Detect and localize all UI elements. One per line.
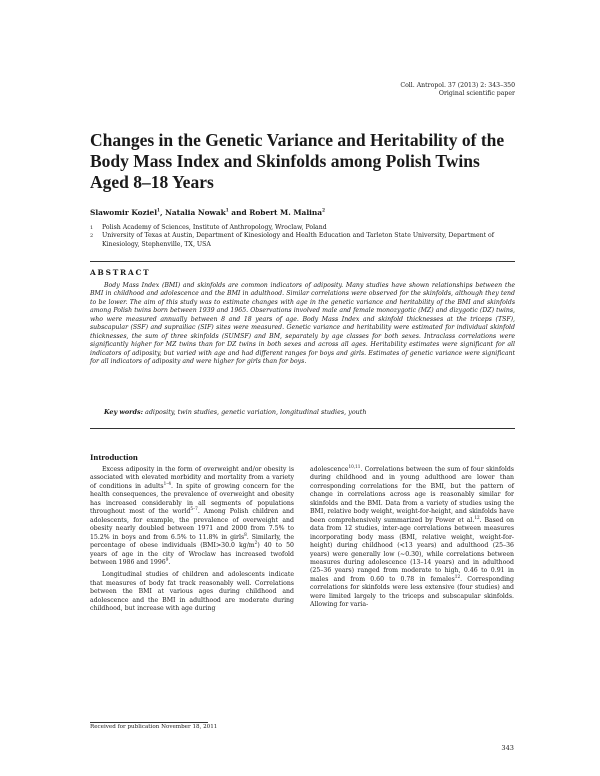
citation-ref: 10,11 xyxy=(348,463,361,469)
affiliation-item xyxy=(90,224,520,232)
author-separator: and xyxy=(228,208,250,217)
author-list xyxy=(90,208,325,217)
text-run: ) 40 to 50 years of age in the city of Wroclaw has increased twofold between 1986 and 1996 xyxy=(90,542,294,566)
abstract-heading: ABSTRACT xyxy=(90,268,151,277)
paragraph xyxy=(310,463,515,610)
paragraph xyxy=(90,466,294,567)
citation-ref: 9 xyxy=(165,556,169,562)
text-run: . Correlations between the sum of four skinfolds during childhood and in young adulthood are lower than corresponding correlations for the BMI, but the pattern of change in correlations across age is reasonably similar for skinfolds and the BMI. Data from a variety of studies using the BMI, relative body weight, weight-for-height, and skinfolds have been comprehensively summarized by Power et al. xyxy=(310,466,514,524)
paper-title: Changes in the Genetic Variance and Heritability of the Body Mass Index and Skinfolds among Polish Twins Aged 8–18 Years xyxy=(90,130,505,192)
abstract-top-rule xyxy=(90,261,515,262)
author-affil-marker: 1 xyxy=(225,207,229,213)
journal-citation: Coll. Antropol. 37 (2013) 2: 343–350 xyxy=(400,82,515,89)
abstract-text: Body Mass Index (BMI) and skinfolds are common indicators of adiposity. Many studies have shown relationships between the BMI in childhood and adolescence and the BMI in adulthood. Similar correlations were observed for the skinfolds, although they tend to be lower. The aim of this study was to estimate changes with age in the genetic variance and heritability of the BMI and skinfolds among Polish twins born between 1939 and 1965. Observations involved male and female monozygotic (MZ) and dizygotic (DZ) twins, who were measured annually between 8 and 18 years of age. Body Mass Index and skinfold thicknesses at the triceps (TSF), subscapular (SSF) and suprailiac (SIF) sites were measured. Genetic variance and heritability were estimated for individual skinfold thicknesses, the sum of three skinfolds (SUMSF) and BM, separately by age classes for both sexes. Intraclass correlations were significantly higher for MZ twins than for DZ twins in both sexes and across all ages. Heritability estimates were significant for all indicators of adiposity, but varied with age and had different ranges for boys and girls. Estimates of genetic variance were significant for all indicators of adiposity and were higher for girls than for boys. xyxy=(90,282,515,366)
author-affil-marker: 1 xyxy=(157,207,160,213)
keywords-line xyxy=(104,408,514,416)
affiliation-text: University of Texas at Austin, Department of Kinesiology and Health Education and Tarleton State University, Department of Kinesiology, Stephenville, TX, USA xyxy=(102,232,495,248)
text-run: Longitudinal studies of children and adolescents indicate that measures of body fat track reasonably well. Correlations between the BMI at various ages during childhood and adolescence and the BMI in adulthood are moderate during childhood, but increase with age during xyxy=(90,571,294,613)
paragraph xyxy=(90,571,294,613)
citation-ref: 12 xyxy=(474,514,480,520)
article-type: Original scientific paper xyxy=(438,90,515,97)
affiliation-number: 2 xyxy=(90,233,94,240)
citation-ref: 1–4 xyxy=(163,480,172,486)
citation-ref: 12 xyxy=(454,573,461,579)
citation-ref: 5–7 xyxy=(190,506,198,512)
section-heading-introduction: Introduction xyxy=(90,452,138,462)
author-name: Robert M. Malina xyxy=(249,208,323,217)
abstract-bottom-rule xyxy=(90,428,515,429)
journal-reference xyxy=(400,82,515,98)
affiliation-number: 1 xyxy=(90,225,94,231)
keywords-text: adiposity, twin studies, genetic variation, longitudinal studies, youth xyxy=(142,408,367,416)
affiliation-item xyxy=(90,232,520,249)
superscript: 2 xyxy=(254,540,258,546)
right-column xyxy=(310,463,515,610)
citation-ref: 8 xyxy=(244,531,247,537)
author-name: Slawomir Koziel xyxy=(90,208,158,217)
author-name: Natalia Nowak xyxy=(165,208,226,217)
text-run: Excess adiposity in the form of overweight and/or obesity is associated with elevated morbidity and mortality from a variety of conditions in adults xyxy=(90,466,294,490)
text-run: . In spite of growing concern for the health consequences, the prevalence of overweight and obesity has increased considerably in all segments of populations throughout most of the world xyxy=(90,482,294,516)
received-date-footnote: Received for publication November 18, 2011 xyxy=(90,724,218,730)
text-run: . Corresponding correlations for skinfolds were less extensive (four studies) and were limited largely to the triceps and subscapular skinfolds. Allowing for varia- xyxy=(310,575,515,609)
affiliation-text: Polish Academy of Sciences, Institute of Anthropology, Wroclaw, Poland xyxy=(102,224,327,231)
page-number: 343 xyxy=(501,744,514,752)
keywords-label: Key words: xyxy=(104,408,143,416)
text-run: . xyxy=(168,558,171,566)
affiliations xyxy=(90,224,520,249)
left-column xyxy=(90,466,294,614)
text-run: . Similarly, the percentage of obese individuals (BMI>30.0 kg/m xyxy=(90,533,294,550)
footnote-rule xyxy=(90,722,208,723)
text-run: . Based on data from 12 studies, inter-age correlations between measures incorporating body mass (BMI, relative weight, weight-for-height) during childhood (<13 years) and adulthood (25–36 years) were generally low (~0.30), while correlations between measures during adolescence (13–14 years) and in adulthood (25–36 years) ranged from moderate to high, 0.46 to 0.91 in males and from 0.60 to 0.78 in females xyxy=(310,516,514,583)
author-separator: , xyxy=(159,208,166,217)
text-run: adolescence xyxy=(310,466,349,473)
text-run: . Among Polish children and adolescents, for example, the prevalence of overweight and obesity nearly doubled between 1971 and 2000 from 7.5% to 15.2% in boys and from 6.5% to 11.8% in girls xyxy=(90,508,294,541)
author-affil-marker: 2 xyxy=(322,207,326,213)
